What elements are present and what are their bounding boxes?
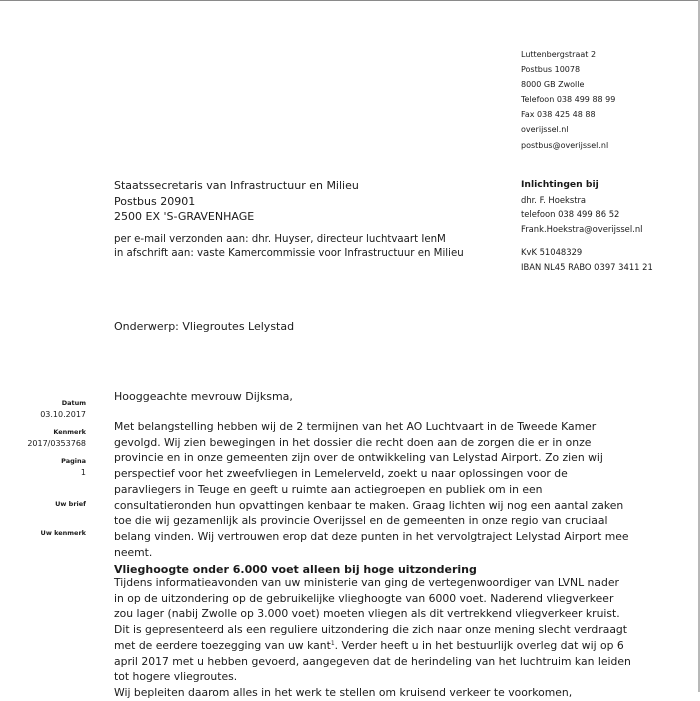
paragraph-1-line: provincie en in onze gemeenten zijn over de ontwikkeling van Lelystad Airport. Zo zien wij	[114, 451, 603, 465]
paragraph-2-line: zou lager (nabij Zwolle op 3.000 voet) moeten vliegen als dit vertrekkend vliegverkeer kruist.	[114, 607, 620, 621]
paragraph-1	[114, 419, 700, 560]
contact-email: Frank.Hoekstra@overijssel.nl	[521, 223, 643, 234]
sender-email: postbus@overijssel.nl	[521, 140, 609, 150]
addressee-postbus: Postbus 20901	[114, 194, 196, 208]
paragraph-2-line: Wij bepleiten daarom alles in het werk te stellen om kruisend verkeer te voorkomen,	[114, 685, 573, 699]
pagina-value: 1	[80, 468, 86, 477]
email-note	[114, 233, 464, 260]
paragraph-1-line: gevolgd. Wij zien bewegingen in het dossier die recht doen aan de zorgen die er in onze	[114, 435, 592, 449]
sender-website: overijssel.nl	[521, 125, 569, 135]
paragraph-1-line: consultatieronden hun opvattingen kenbaar te maken. Graag lichten wij nog een aantal zaken	[114, 498, 624, 512]
email-note-cc: in afschrift aan: vaste Kamercommissie voor Infrastructuur en Milieu	[114, 247, 464, 259]
datum-label: Datum	[61, 399, 86, 407]
kenmerk-value: 2017/0353768	[27, 439, 86, 448]
sender-address-block	[521, 47, 615, 153]
email-note-recipient: per e-mail verzonden aan: dhr. Huyser, directeur luchtvaart IenM	[114, 234, 446, 245]
sender-postbus: Postbus 10078	[521, 65, 581, 75]
paragraph-2-text: met de eerdere toezegging van uw kant	[114, 638, 331, 652]
paragraph-1-line: neemt.	[114, 545, 153, 559]
contact-header: Inlichtingen bij	[521, 179, 599, 190]
contact-spacer	[521, 236, 653, 245]
paragraph-1-line: paravliegers in Teuge en geeft u ruimte aan actiegroepen en publiek om in een	[114, 482, 543, 496]
sender-phone: Telefoon 038 499 88 99	[521, 95, 616, 105]
paragraph-2-line: april 2017 met u hebben gevoerd, aangegeven dat de herindeling van het luchtruim kan leiden	[114, 654, 631, 668]
paragraph-2-line: tot hogere vliegroutes.	[114, 670, 238, 684]
paragraph-1-line: toe die wij gezamenlijk als provincie Overijssel en de gemeenten in onze regio van cruciaal	[114, 514, 608, 528]
salutation: Hooggeachte mevrouw Dijksma,	[114, 390, 293, 403]
kenmerk-label: Kenmerk	[53, 428, 86, 436]
paragraph-2-line: Tijdens informatieavonden van uw ministerie van ging de vertegenwoordiger van LVNL nader	[114, 576, 619, 589]
pagina-label: Pagina	[61, 457, 86, 465]
page-top-border	[0, 0, 700, 1]
paragraph-2-line: in op de uitzondering op de gebruikelijke vlieghoogte van 6000 voet. Naderend vliegverkeer	[114, 591, 614, 605]
footnote-marker[interactable]: 1	[330, 639, 335, 647]
uw-kenmerk-label: Uw kenmerk	[40, 529, 86, 537]
addressee-city: 2500 EX 'S-GRAVENHAGE	[114, 210, 255, 223]
sender-city: 8000 GB Zwolle	[521, 80, 585, 90]
addressee-name: Staatssecretaris van Infrastructuur en Milieu	[114, 179, 359, 192]
sender-street: Luttenbergstraat 2	[521, 50, 597, 59]
paragraph-2-line: Dit is gepresenteerd als een reguliere uitzondering die zich naar onze mening slecht verdraagt	[114, 623, 628, 637]
datum-value: 03.10.2017	[40, 410, 86, 419]
contact-block	[521, 178, 653, 275]
paragraph-2-text: . Verder heeft u in het bestuurlijk overleg dat wij op 6	[334, 638, 624, 652]
sender-fax: Fax 038 425 48 88	[521, 110, 596, 120]
paragraph-1-line: belang vinden. Wij vertrouwen erop dat deze punten in het vervolgtraject Lelystad Airport mee	[114, 529, 629, 543]
contact-kvk: KvK 51048329	[521, 247, 583, 258]
section-title: Vlieghoogte onder 6.000 voet alleen bij hoge uitzondering	[114, 563, 477, 576]
addressee-block	[114, 178, 359, 225]
uw-brief-label: Uw brief	[55, 500, 86, 508]
paragraph-1-line: Met belangstelling hebben wij de 2 termijnen van het AO Luchtvaart in de Tweede Kamer	[114, 420, 597, 433]
paragraph-2-line	[114, 638, 700, 654]
paragraph-1-line: perspectief voor het zweefvliegen in Lemelerveld, zoekt u naar oplossingen voor de	[114, 467, 568, 481]
contact-phone: telefoon 038 499 86 52	[521, 209, 620, 220]
paragraph-2	[114, 575, 700, 701]
subject-line: Onderwerp: Vliegroutes Lelystad	[114, 320, 295, 333]
contact-name: dhr. F. Hoekstra	[521, 194, 587, 205]
contact-iban: IBAN NL45 RABO 0397 3411 21	[521, 261, 653, 272]
